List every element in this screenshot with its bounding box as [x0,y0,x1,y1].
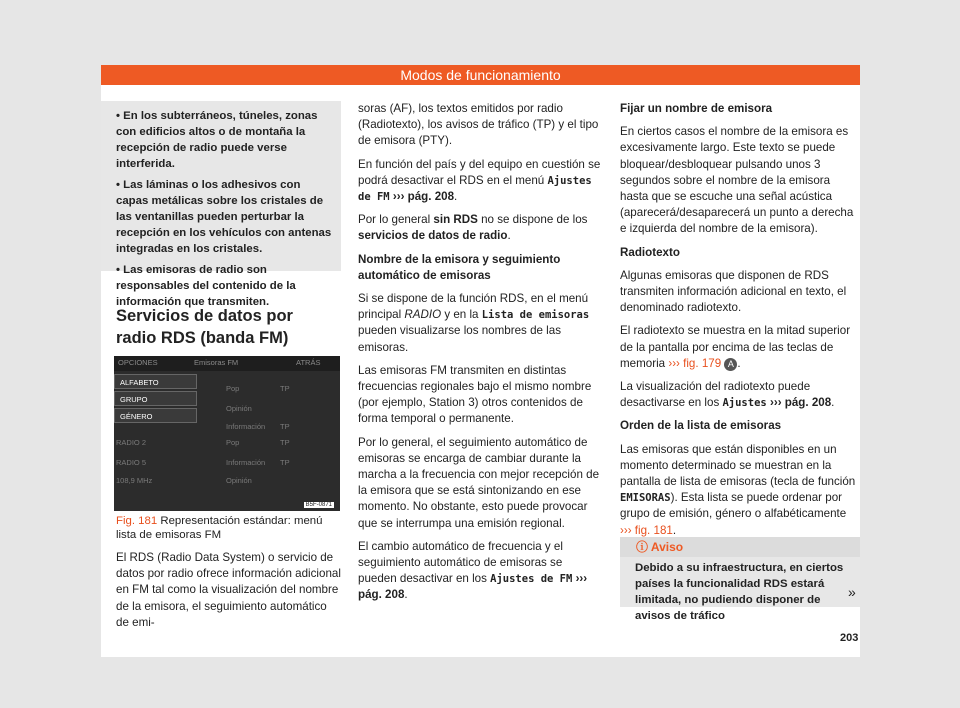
tab-opciones: OPCIONES [118,358,158,367]
page-ref: ››› pág. 208 [358,572,588,602]
paragraph: Las emisoras FM transmiten en distintas frecuencias regionales bajo el mismo nombre (por ejemplo, Station 3) otros contenidos de forma temporal o permanente. [358,363,592,426]
option-grupo: GRUPO [114,391,197,406]
paragraph: El radiotexto se muestra en la mitad superior de la pantalla por encima de las teclas de memoria ››› fig. 179 A . [620,324,851,370]
screen-top-bar [114,356,340,371]
text: no se dispone de los [477,213,588,227]
paragraph: Por lo general sin RDS no se dispone de los servicios de datos de radio. [358,213,588,243]
aviso-title: Aviso [650,540,684,554]
paragraph: Las emisoras que están disponibles en un momento determinado se muestran en la pantalla de lista de emisoras (tecla de función EMISORAS). Esta lista se puede ordenar por grupo de emisión, género o alfabéticamente ››› fig. 181. [620,442,856,537]
aviso-text: Debido a su infraestructura, en ciertos países la funcionalidad RDS estará limitada, no pudiendo disponer de avisos de tráfico [635,562,844,622]
row-name: RADIO 2 [116,438,147,447]
menu-ref: Ajustes de FM [358,174,592,204]
figure-code: B5F-0871 [305,502,332,508]
option-genero: GÉNERO [114,408,197,423]
menu-ref: Ajustes [722,397,767,410]
option-alfabeto: ALFABETO [114,374,197,389]
bold-text: sin RDS [433,213,478,227]
text: Si se dispone de la función RDS, en el menú principal [358,292,589,322]
subheading: Radiotexto [620,245,680,259]
paragraph [358,291,604,356]
column-1 [116,550,341,638]
menu-ref: Lista de emisoras [481,309,590,322]
paragraph: La visualización del radiotexto puede desactivarse en los Ajustes ››› pág. 208. [620,380,835,410]
page-ref: ››› pág. 208 [392,190,455,204]
menu-ref: Ajustes de FM [490,573,573,586]
figure-ref: ››› fig. 179 [668,356,722,370]
warning-item: • En los subterráneos, túneles, zonas con edificios altos o de montaña la recepción de radio puede verse interferida. [116,110,318,170]
key-ref: EMISORAS [620,492,671,505]
radio-screen-figure [114,356,340,511]
figure-caption [116,514,341,542]
figure-ref: ››› fig. 181 [620,523,673,537]
text: El radiotexto se muestra en la mitad superior de la pantalla por encima de las teclas de memoria [620,324,851,370]
aviso-box [620,537,860,622]
column-2 [358,101,604,611]
row-type: Opinión [226,404,252,413]
paragraph: Algunas emisoras que disponen de RDS transmiten información adicional en texto, el denominado radiotexto. [620,268,847,315]
row-tag: TP [280,438,290,447]
paragraph: El cambio automático de frecuencia y el seguimiento automático de emisoras se pueden desactivar en los Ajustes de FM ››› pág. 208. [358,539,588,602]
warning-box [101,101,341,308]
row-type: Pop [226,438,240,447]
subheading: Nombre de la emisora y seguimiento automático de emisoras [358,252,561,282]
tab-atras: ATRÁS [296,358,321,367]
row-type: Información [226,458,266,467]
text: y en la [441,308,482,322]
row-name: RADIO 5 [116,458,147,467]
warning-item: • Las emisoras de radio son responsables del contenido de la información que transmiten. [116,264,296,308]
row-type: Información [226,422,266,431]
tab-emisoras: Emisoras FM [194,358,239,367]
page-ref: ››› pág. 208 [769,396,832,410]
page-header: Modos de funcionamiento [101,65,860,85]
paragraph: En función del país y del equipo en cuestión se podrá desactivar el RDS en el menú Ajustes de FM ››› pág. 208. [358,157,601,204]
info-icon: ⓘ [636,540,649,554]
paragraph: soras (AF), los textos emitidos por radio (Radiotexto), los avisos de tráfico (TP) y el tipo de emisora (PTY). [358,102,599,148]
row-tag: TP [280,422,290,431]
subheading: Orden de la lista de emisoras [620,419,782,433]
row-name: 108,9 MHz [116,476,153,485]
caption-label: Fig. 181 [116,515,158,527]
row-type: Opinión [226,476,252,485]
paragraph: El RDS (Radio Data System) o servicio de datos por radio ofrece información adicional en FM tal como la visualización del nombre de la emisora, el seguimiento automático de emi- [116,551,341,629]
text: En función del país y del equipo en cuestión se podrá desactivar el RDS en el menú [358,157,601,187]
column-3 [620,101,860,546]
section-title: Servicios de datos por radio RDS (banda FM) [116,307,293,347]
text: La visualización del radiotexto puede desactivarse en los [620,380,811,410]
row-tag: TP [280,458,290,467]
paragraph: Por lo general, el seguimiento automático de emisoras se encarga de cambiar durante la marcha a la frecuencia con mejor recepción de la emisora que se está sintonizando en ese momento. No obstante, esto puede provocar que se interrumpa una emisión regional. [358,435,600,530]
warning-item: • Las láminas o los adhesivos con capas metálicas sobre los cristales de las ventanillas pueden perturbar la recepción en los vehículos con antenas integradas en los cristales. [116,179,332,255]
row-type: Pop [226,384,240,393]
text: Por lo general [358,213,434,227]
text: ). Esta lista se puede ordenar por grupo de emisión, género o alfabéticamente [620,491,847,521]
page-number: 203 [840,632,859,644]
text: pueden visualizarse los nombres de las emisoras. [358,324,562,354]
continue-chevron-icon: » [848,584,856,600]
aviso-header [620,537,860,557]
caption-text: Representación estándar: menú lista de emisoras FM [116,515,323,541]
italic-text: RADIO [404,308,442,322]
text: El cambio automático de frecuencia y el seguimiento automático de emisoras se pueden desactivar en los [358,539,563,586]
row-tag: TP [280,384,290,393]
paragraph: En ciertos casos el nombre de la emisora es excesivamente largo. Este texto se puede bloquear/desbloquear pulsando unos 3 segundos sobre el nombre de la emisora hasta que se escuche una señal acústica (aparecerá/desaparecerá un punto a derecha e izquierda del nombre de la emisora). [620,125,854,236]
badge: A [724,358,737,371]
text: Las emisoras que están disponibles en un momento determinado se muestran en la pantalla de lista de emisoras (tecla de función [620,442,856,489]
subheading: Fijar un nombre de emisora [620,102,773,115]
bold-text: servicios de datos de radio [358,229,508,243]
